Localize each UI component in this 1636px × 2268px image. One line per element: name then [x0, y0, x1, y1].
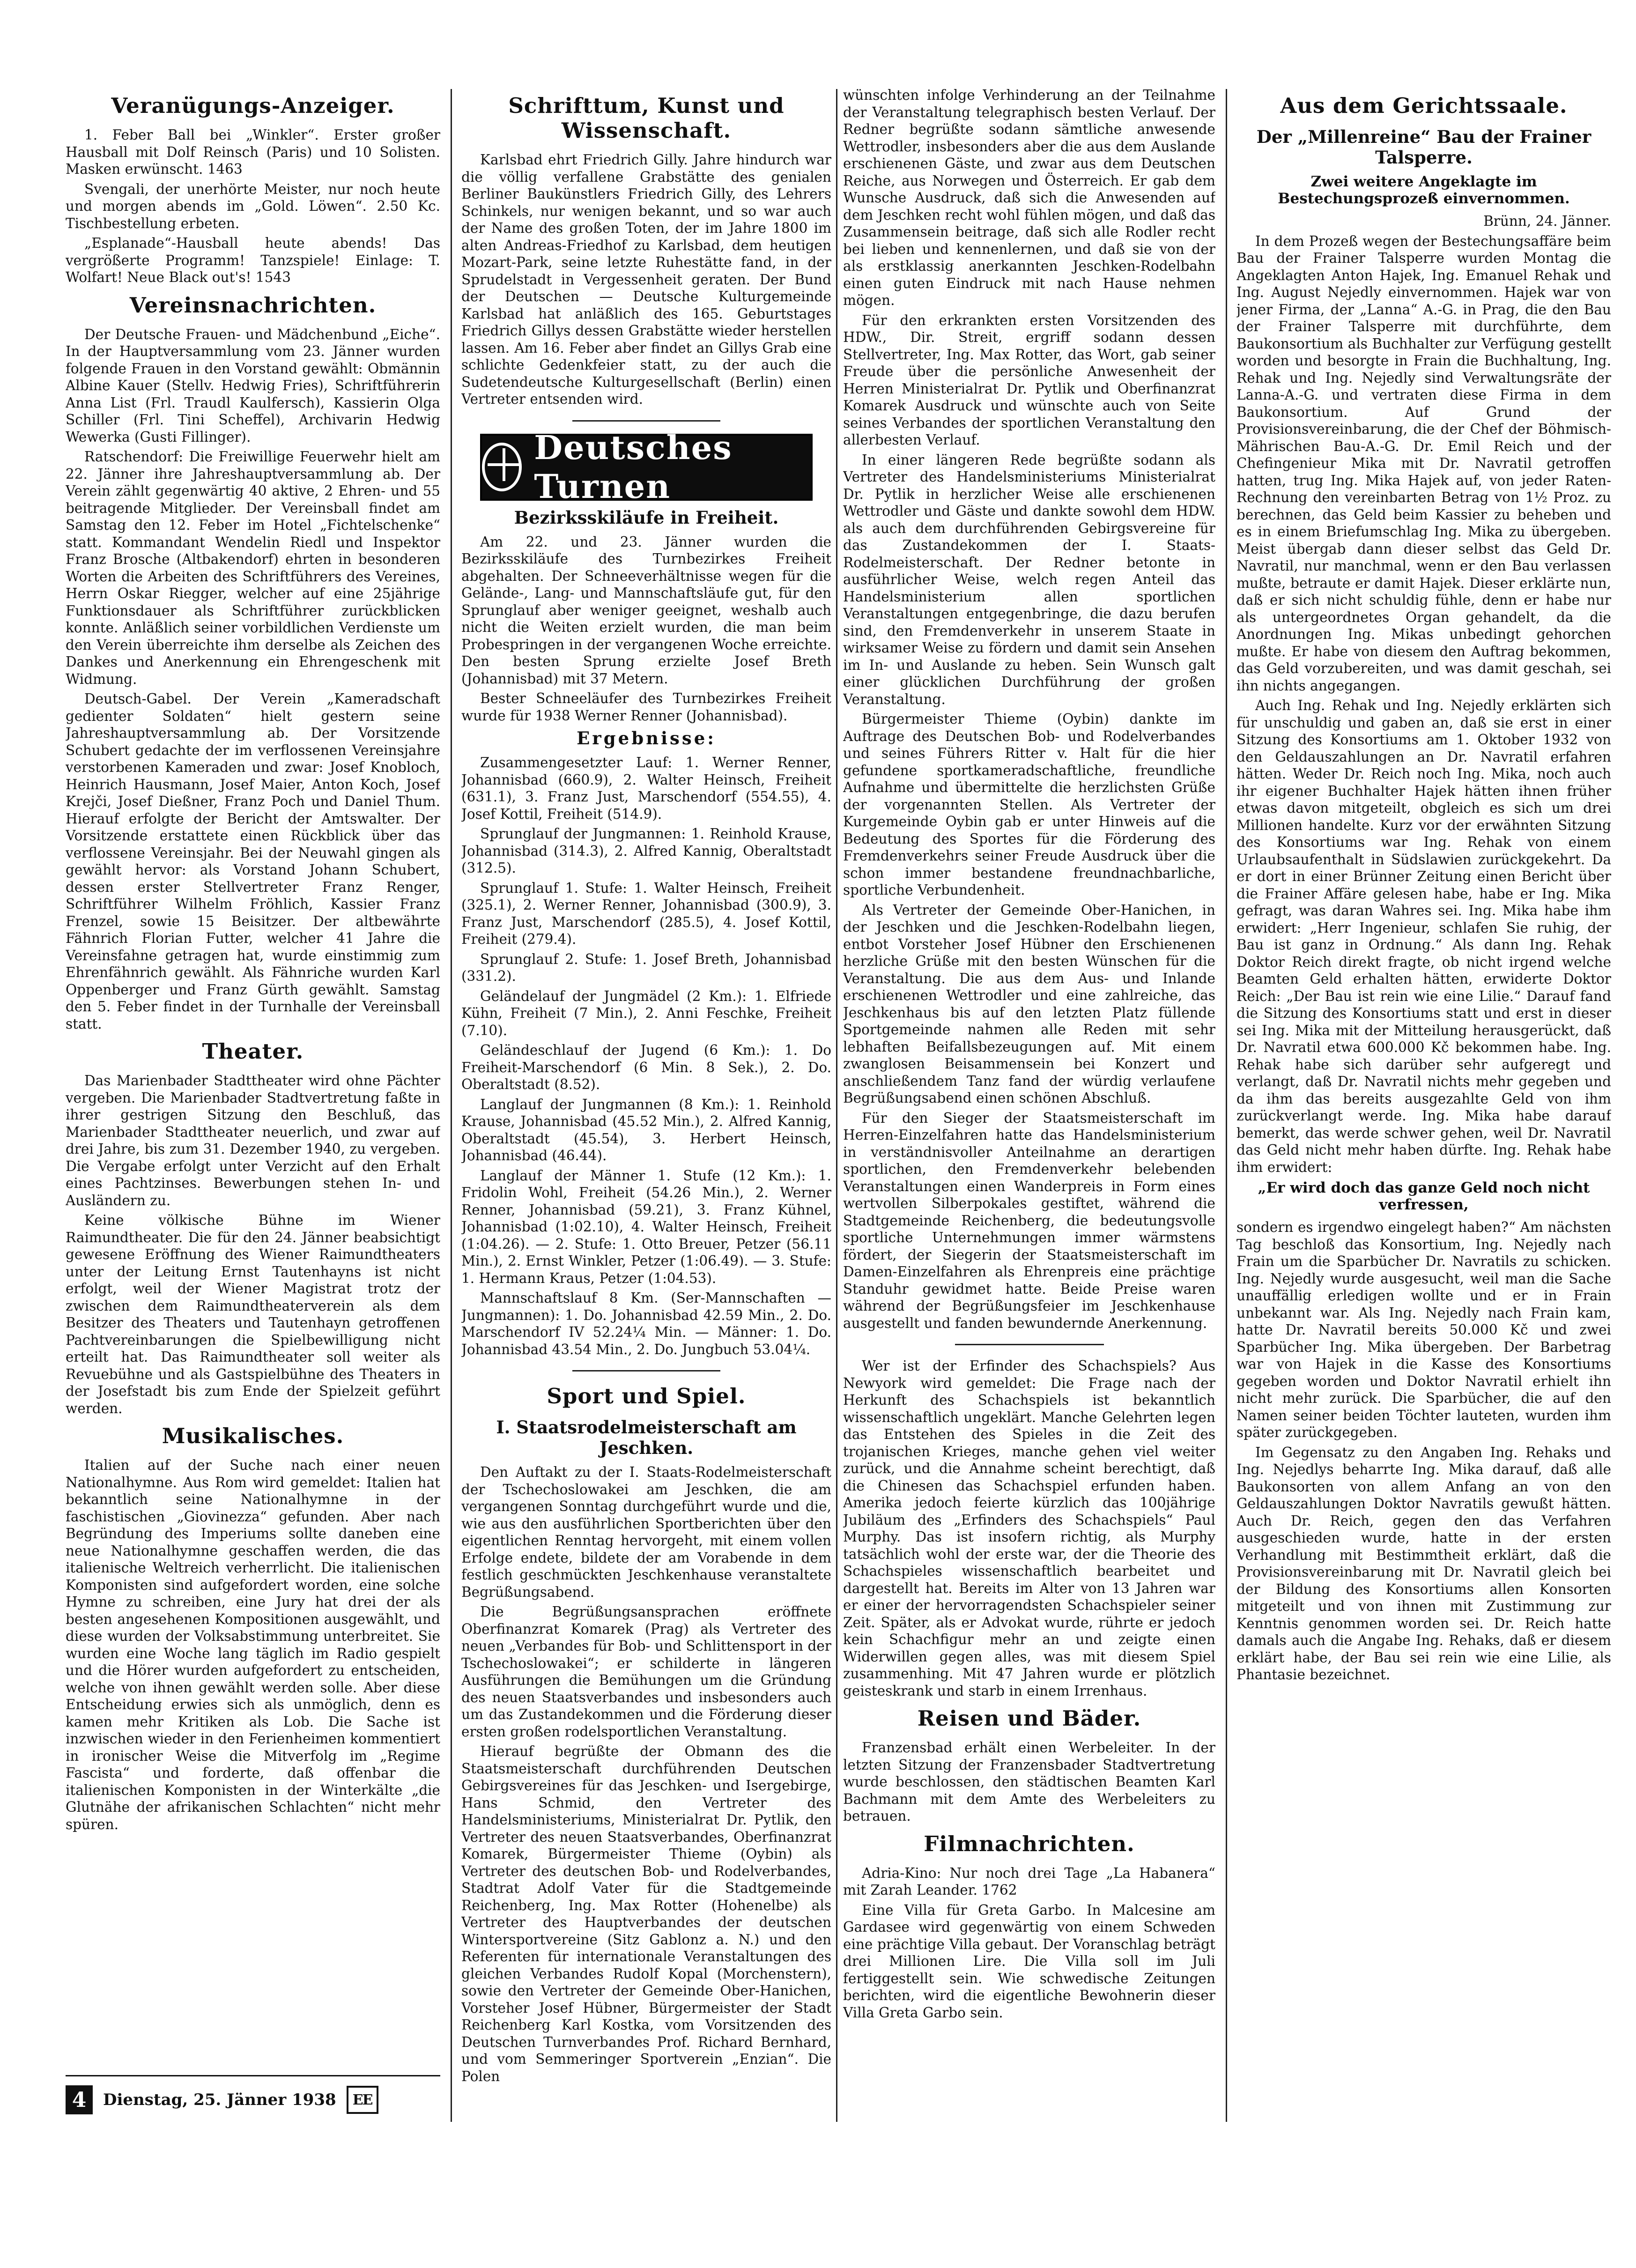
section-heading: Veranügungs-Anzeiger.: [111, 93, 395, 118]
section-heading: Vereinsnachrichten.: [129, 292, 377, 318]
column-rule: [836, 89, 837, 2122]
article-paragraph: Svengali, der unerhörte Meister, nur noch heute und morgen abends im „Gold. Löwen“. 2.50 Kc. Tischbestellung erbeten.: [66, 181, 440, 231]
divider: [572, 1370, 720, 1371]
column-rule: [1226, 89, 1227, 2122]
section-heading: Schrifttum, Kunst und Wissenschaft.: [508, 93, 785, 143]
article-subheadline: Zwei weitere Angeklagte im Bestechungsprozeß einvernommen.: [1278, 173, 1570, 207]
article-paragraph: sondern es irgendwo eingelegt haben?“ Am nächsten Tag beschloß das Konsortium, Ing. Nejedly nach Frain um die Sparbücher Dr. Navratils zu schicken. Ing. Nejedly wurde ausgesucht, weil man die Sache unauffällig erledigen wollte und er in Frain unbekannt war. Als Ing. Nejedly nach Frain kam, hatte Dr. Navratil bereits 50.000 Kč und zwei Sparbücher Ing. Mika übergeben. Der Barbetrag war von Hajek in die Kasse des Konsortiums gegeben worden und Doktor Navratil erhielt ihn nicht mehr zurück. Die Sparbücher, die auf den Namen seiner beiden Töchter lauteten, wurden ihm später zurückgegeben.: [1236, 1219, 1611, 1440]
article-paragraph: „Esplanade“-Hausball heute abends! Das vergrößerte Programm! Tanzspiele! Einlage: T. Wolfart! Neue Black out's! 1543: [66, 235, 440, 285]
subheading: Ergebnisse:: [577, 728, 716, 749]
article-paragraph: In einer längeren Rede begrüßte sodann als Vertreter des Handelsministeriums Ministerialrat Dr. Pytlik in herzlicher Weise alle erschienenen Wettrodler und Gäste und dankte sowohl dem HDW. als auch dem durchführenden Gebirgsvereine für das Zustandekommen der I. Staats-Rodelmeisterschaft. Der Redner betonte in ausführlicher Weise, welch regen Anteil das Handelsministerium allen sportlichen Veranstaltungen entgegenbringe, die dazu berufen sind, den Fremdenverkehr in unserem Staate in wirksamer Weise zu fördern und damit sein Ansehen im In- und Auslande zu heben. Sein Wunsch galt einer glücklichen Durchführung der großen Veranstaltung.: [843, 452, 1215, 707]
result-paragraph: Geländeschlauf der Jugend (6 Km.): 1. Do Freiheit-Marschendorf (6 Min. 8 Sek.), 2. Do. Oberaltstadt (8.52).: [461, 1042, 831, 1092]
result-paragraph: Langlauf der Männer 1. Stufe (12 Km.): 1. Fridolin Wohl, Freiheit (54.26 Min.), 2. Werner Renner, Johannisbad (59.21), 3. Franz Kühnel, Johannisbad (1:02.10), 4. Walter Heinsch, Freiheit (1:04.26). — 2. Stufe: 1. Otto Breuer, Petzer (56.11 Min.), 2. Ernst Winkler, Petzer (1:06.49). — 3. Stufe: 1. Hermann Kraus, Petzer (1:04.53).: [461, 1167, 831, 1286]
result-paragraph: Sprunglauf 2. Stufe: 1. Josef Breth, Johannisbad (331.2).: [461, 951, 831, 984]
column-2: [461, 87, 831, 2143]
article-paragraph: Für den erkrankten ersten Vorsitzenden des HDW., Dir. Streit, ergriff sodann dessen Stellvertreter, Ing. Max Rotter, das Wort, gab seiner Freude über die persönliche Anwesenheit der Herren Ministerialrat Dr. Pytlik und Oberfinanzrat Komarek Ausdruck und wünschte auch von Seite seines Verbandes der sportlichen Veranstaltung den allerbesten Verlauf.: [843, 312, 1215, 448]
footer-rule: [66, 2075, 440, 2076]
banner-title: Deutsches Turnen: [534, 428, 733, 506]
article-paragraph: 1. Feber Ball bei „Winkler“. Erster großer Hausball mit Dolf Reinsch (Paris) und 10 Solisten. Masken erwünscht. 1463: [66, 127, 440, 177]
article-paragraph: Franzensbad erhält einen Werbeleiter. In der letzten Sitzung der Franzensbader Stadtvertretung wurde beschlossen, den städtischen Beamten Karl Bachmann mit dem Amte des Werbeleiters zu betrauen.: [843, 1740, 1215, 1824]
subheading: Bezirksskiläufe in Freiheit.: [514, 507, 779, 528]
article-paragraph: Eine Villa für Greta Garbo. In Malcesine am Gardasee wird gegenwärtig von einem Schweden eine prächtige Villa gebaut. Der Voranschlag beträgt drei Millionen Lire. Die Villa soll im Juli fertiggestellt sein. Wie schwedische Zeitungen berichten, wird die eigentliche Bewohnerin dieser Villa Greta Garbo sein.: [843, 1902, 1215, 2021]
article-paragraph: Den Auftakt zu der I. Staats-Rodelmeisterschaft der Tschechoslowakei am Jeschken, die am vergangenen Sonntag durchgeführt wurde und die, wie aus den ausführlichen Sportberichten über den eigentlichen Renntag hervorgeht, mit einem vollen Erfolge endete, bildete der am Vorabende in dem festlich geschmückten Jeschkenhause veranstaltete Begrüßungsabend.: [461, 1464, 831, 1600]
issue-date: Dienstag, 25. Jänner 1938: [103, 2090, 336, 2109]
column-1: [66, 87, 440, 2143]
section-heading: Theater.: [202, 1039, 304, 1064]
article-paragraph: Hierauf begrüßte der Obmann des die Staatsmeisterschaft durchführenden Deutschen Gebirgsvereines für das Jeschken- und Isergebirge, Hans Schmid, den Vertreter des Handelsministeriums, Ministerialrat Dr. Pytlik, den Vertreter des neuen Staatsverbandes, Oberfinanzrat Komarek, Bürgermeister Thieme (Oybin) als Vertreter des deutschen Bob- und Rodelverbandes, Stadtrat Adolf Vater für die Stadtgemeinde Reichenberg, Ing. Max Rotter (Hohenelbe) als Vertreter des Hauptverbandes der deutschen Wintersportvereine (Sitz Gablonz a. N.) und den Referenten für internationale Veranstaltungen des gleichen Verbandes Rudolf Kopal (Morchenstern), sowie den Vertreter der Gemeinde Ober-Hanichen, Vorsteher Josef Hübner, Bürgermeister der Stadt Reichenberg Karl Kostka, vom Vorsitzenden des Deutschen Turnverbandes Prof. Richard Bernhard, und vom Semmeringer Sportverein „Enzian“. Die Polen: [461, 1743, 831, 2084]
article-paragraph: In dem Prozeß wegen der Bestechungsaffäre beim Bau der Frainer Talsperre wurden Montag die Angeklagten Anton Hajek, Ing. Emanuel Rehak und Ing. August Nejedly einvernommen. Hajek war von jener Firma, der „Lanna“ A.-G. in Prag, die den Bau der Frainer Talsperre mit durchführte, dem Baukonsortium als Buchhalter zur Verfügung gestellt worden und besorgte in Frain die Buchhaltung, Ing. Rehak und Ing. Nejedly sind Verwaltungsräte der Lanna-A.-G. und vertraten diese Firma in dem Baukonsortium. Auf Grund der Provisionsvereinbarung, die der Chef der Böhmisch-Mährischen Bau-A.-G. Dr. Emil Reich und der Chefingenieur Mika mit Dr. Navratil getroffen hatten, trug Ing. Mika Hajek auf, von jeder Raten-Rechnung den vereinbarten Betrag von 1½ Proz. zu berechnen, das Geld beim Kassier zu beheben und es in einem Briefumschlag Ing. Mika zu übergeben. Meist übergab dann dieser selbst das Geld Dr. Navratil, nur manchmal, wenn er den Bau verlassen mußte, betraute er damit Hajek. Dieser erklärte nun, daß er sich nicht schuldig fühle, denn er habe nur als untergeordnetes Organ gehandelt, da die Anordnungen Ing. Mikas unbedingt gehorchen mußte. Er habe von diesem den Auftrag bekommen, das Geld vorzubereiten, und was damit geschah, sei ihn nichts angegangen.: [1236, 233, 1611, 694]
article-paragraph: Italien auf der Suche nach einer neuen Nationalhymne. Aus Rom wird gemeldet: Italien hat bekanntlich seine Nationalhymne in der faschistischen „Giovinezza“ gefunden. Aber nach Begründung des Imperiums sollte daneben eine neue Nationalhymne geschaffen werden, die das italienische Weltreich verherrlicht. Die italienischen Komponisten sind aufgefordert worden, eine solche Hymne zu schreiben, eine Jury hat drei der als besten angesehenen Kompositionen ausgewählt, und diese wurden der Volksabstimmung unterbreitet. Sie wurden eine Woche lang täglich im Radio gespielt und die Hörer wurden aufgefordert zu entscheiden, welche von ihnen gewählt werden solle. Aber diese Entscheidung erwies sich als unmöglich, denn es kamen mehr Kritiken als Lob. Die Sache ist inzwischen wieder in den Ferienheimen kommentiert in ironischer Weise die Mitverfolg im „Regime Fascista“ und forderte, daß offenbar die italienischen Komponisten in der Winterkälte „die Glutnähe der afrikanischen Schlachten“ nicht mehr spüren.: [66, 1457, 440, 1832]
divider: [955, 1344, 1104, 1345]
article-paragraph: Das Marienbader Stadttheater wird ohne Pächter vergeben. Die Marienbader Stadtvertretung faßte in ihrer gestrigen Sitzung den Beschluß, das Marienbader Stadttheater neuerlich, und zwar auf drei Jahre, bis zum 31. Dezember 1940, zu vergeben. Die Vergabe erfolgt unter Verzicht auf den Erhalt eines Pachtzinses. Bewerbungen stehen In- und Ausländern zu.: [66, 1073, 440, 1208]
section-heading: Filmnachrichten.: [924, 1831, 1135, 1856]
turner-cross-icon: [482, 443, 522, 491]
article-paragraph: Als Vertreter der Gemeinde Ober-Hanichen, in der Jeschken und die Jeschken-Rodelbahn liegen, entbot Vorsteher Josef Hübner den Erschienenen herzliche Grüße mit den besten Wünschen für die Veranstaltung. Die aus dem Aus- und Inlande erschienenen Wettrodler und eine zahlreiche, das Jeschkenhaus bis auf den letzten Platz füllende Sportgemeinde nahmen alle Reden mit sehr lebhaften Beifallsbezeugungen auf. Mit einem zwanglosen Beisammensein bei Konzert und anschließendem Tanz fand der würdig verlaufene Begrüßungsabend einen schönen Abschluß.: [843, 902, 1215, 1106]
result-paragraph: Zusammengesetzter Lauf: 1. Werner Renner, Johannisbad (660.9), 2. Walter Heinsch, Freiheit (631.1), 3. Franz Just, Marschendorf (554.55), 4. Josef Kottil, Freiheit (514.9).: [461, 755, 831, 822]
column-4: [1236, 87, 1611, 2143]
article-paragraph: Auch Ing. Rehak und Ing. Nejedly erklärten sich für unschuldig und gaben an, daß sie erst in einer Sitzung des Konsortiums am 1. Oktober 1932 von den Geldauszahlungen an Dr. Navratil erfahren hätten. Weder Dr. Reich noch Ing. Mika, noch auch ihr eigener Buchhalter Hajek hätten ihnen früher etwas davon mitgeteilt, obgleich es sich um drei Millionen handelte. Kurz vor der erwähnten Sitzung des Konsortiums war Ing. Rehak von einem Urlaubsaufenthalt in Südslawien zurückgekehrt. Da er dort in einer Brünner Zeitung einen Bericht über die Frainer Affäre gelesen habe, habe er Ing. Mika gefragt, was daran Wahres sei. Ing. Mika habe ihm erwidert: „Herr Ingenieur, schlafen Sie ruhig, der Bau ist ganz in Ordnung.“ Als dann Ing. Rehak Doktor Reich direkt fragte, ob nicht irgend welche Beamten Geld erhalten hätten, erwiderte Doktor Reich: „Der Bau ist rein wie eine Lilie.“ Darauf fand die Sitzung des Konsortiums statt und erst in dieser sei Ing. Mika mit der Mitteilung herausgerückt, daß Dr. Navratil etwa 600.000 Kč bekommen habe. Ing. Rehak habe sich darüber sehr aufgeregt und verlangt, daß Dr. Navratil nichts mehr gegeben und da ihm das bereits ausgezahlte Geld von ihm zurückverlangt werde. Ing. Mika habe darauf bemerkt, das werde schwer gehen, weil Dr. Navratil das Geld nicht mehr haben dürfte. Ing. Rehak habe ihm erwidert:: [1236, 697, 1611, 1175]
page-footer: [66, 2083, 440, 2116]
article-paragraph: Karlsbad ehrt Friedrich Gilly. Jahre hindurch war die völlig verfallene Grabstätte des genialen Berliner Baukünstlers Friedrich Gilly, des Lehrers Schinkels, nur wenigen bekannt, und so war auch der Name des großen Toten, der im Jahre 1800 im alten Andreas-Friedhof zu Karlsbad, dem heutigen Mozart-Park, seine letzte Ruhestätte fand, in der Sprudelstadt in Vergessenheit geraten. Der Bund der Deutschen — Deutsche Kulturgemeinde Karlsbad hat anläßlich des 165. Geburtstages Friedrich Gillys dessen Grabstätte wieder herstellen lassen. Am 16. Feber aber findet an Gillys Grab eine schlichte Gedenkfeier statt, zu der auch die Sudetendeutsche Kulturgesellschaft (Berlin) einen Vertreter entsenden wird.: [461, 152, 831, 407]
dateline: Brünn, 24. Jänner.: [1483, 213, 1611, 229]
divider: [572, 420, 720, 422]
result-paragraph: Sprunglauf 1. Stufe: 1. Walter Heinsch, Freiheit (325.1), 2. Werner Renner, Johannisbad (300.9), 3. Franz Just, Marschendorf (285.5), 4. Josef Kottil, Freiheit (279.4).: [461, 880, 831, 947]
article-paragraph: Wer ist der Erfinder des Schachspiels? Aus Newyork wird gemeldet: Die Frage nach der Herkunft des Schachspiels ist bekanntlich wissenschaftlich ungeklärt. Manche Gelehrten legen das Entstehen des Spieles in die Zeit des trojanischen Krieges, manche gehen viel weiter zurück, und die Annahme scheint berechtigt, daß die Chinesen das Schachspiel erfunden haben. Amerika jedoch feierte kürzlich das 100jährige Jubiläum des „Erfinders des Schachspiels“ Paul Murphy. Das ist insofern richtig, als Murphy tatsächlich wohl der erste war, der die Theorie des Schachspieles wissenschaftlich bearbeitet und dargestellt hat. Bereits im Alter von 13 Jahren war er einer der hervorragendsten Schachspieler seiner Zeit. Später, als er Advokat wurde, rührte er jedoch kein Schachfigur mehr an und zeigte einen Widerwillen gegen alles, was mit diesem Spiel zusammenhing. Mit 47 Jahren wurde er plötzlich geisteskrank und starb in einem Irrenhaus.: [843, 1358, 1215, 1699]
section-heading: Reisen und Bäder.: [917, 1706, 1141, 1731]
page-number: 4: [66, 2085, 93, 2114]
article-paragraph: Am 22. und 23. Jänner wurden die Bezirksskiläufe des Turnbezirkes Freiheit abgehalten. Der Schneeverhältnisse wegen für die Gelände-, Lang- und Mannschaftsläufe gut, für den Sprunglauf aber weniger geeignet, weshalb auch nicht die Weiten erzielt wurden, die man beim Probespringen in der vergangenen Woche erreichte. Den besten Sprung erzielte Josef Breth (Johannisbad) mit 37 Metern.: [461, 534, 831, 687]
article-paragraph: Der Deutsche Frauen- und Mädchenbund „Eiche“. In der Hauptversammlung vom 23. Jänner wurden folgende Frauen in den Vorstand gewählt: Obmännin Albine Kauer (Stellv. Hedwig Fries), Schriftführerin Anna List (Frl. Traudl Kaulfersch), Kassierin Olga Schiller (Frl. Tini Scheffel), Archivarin Hedwig Wewerka (Gusti Fillinger).: [66, 326, 440, 445]
article-paragraph: wünschten infolge Verhinderung an der Teilnahme der Veranstaltung telegraphisch besten Verlauf. Der Redner begrüßte sodann sämtliche anwesende Wettrodler, insbesonders aber die aus dem Auslande erschienenen Gäste, und zwar aus dem Deutschen Reiche, aus Norwegen und Österreich. Er gab dem Wunsche Ausdruck, daß sich die Anwesenden auf dem Jeschken recht wohl fühlen mögen, und daß das Zusammensein beitrage, daß sich alle Rodler recht bei lieben und kennenlernen, und daß sie von der als erstklassig anerkannten Jeschken-Rodelbahn einen guten Eindruck mit nach Hause nehmen mögen.: [843, 87, 1215, 308]
column-3: [843, 87, 1215, 2143]
result-paragraph: Geländelauf der Jungmädel (2 Km.): 1. Elfriede Kühn, Freiheit (7 Min.), 2. Anni Feschke, Freiheit (7.10).: [461, 988, 831, 1038]
article-paragraph: Deutsch-Gabel. Der Verein „Kameradschaft gedienter Soldaten“ hielt gestern seine Jahreshauptversammlung ab. Der Vorsitzende Schubert gedachte der im verflossenen Vereinsjahre verstorbenen Kameraden und zwar: Josef Knobloch, Heinrich Hausmann, Josef Maier, Anton Koch, Josef Krejči, Josef Dießner, Franz Poch und Daniel Thum. Hierauf erfolgte der Bericht der Amtswalter. Der Vorsitzende erstattete einen Rückblick über das verflossene Vereinsjahr. Bei der Neuwahl gingen als gewählt hervor: als Vorstand Johann Schubert, dessen erster Stellvertreter Franz Renger, Schriftführer Wilhelm Fröhlich, Kassier Franz Frenzel, sowie 15 Beisitzer. Der altbewährte Fähnrich Florian Futter, welcher 41 Jahre die Vereinsfahne getragen hat, wurde einstimmig zum Ehrenfähnrich gewählt. Als Fähnriche wurden Karl Oppenberger und Franz Gürth gewählt. Samstag den 5. Feber findet in der Turnhalle der Vereinsball statt.: [66, 691, 440, 1032]
section-heading: Aus dem Gerichtssaale.: [1280, 93, 1568, 118]
article-paragraph: Die Begrüßungsansprachen eröffnete Oberfinanzrat Komarek (Prag) als Vertreter des neuen „Verbandes für Bob- und Schlittensport in der Tschechoslowakei“; er schilderte in längeren Ausführungen die Bemühungen um die Gründung des neuen Staatsverbandes und insbesonders auch um das Zustandekommen und die Förderung dieser ersten großen rodelsportlichen Veranstaltung.: [461, 1604, 831, 1740]
column-rule: [451, 89, 452, 2122]
article-headline: Der „Millenreine“ Bau der Frainer Talsperre.: [1256, 126, 1592, 168]
result-paragraph: Sprunglauf der Jungmannen: 1. Reinhold Krause, Johannisbad (314.3), 2. Alfred Kannig, Oberaltstadt (312.5).: [461, 826, 831, 876]
article-paragraph: Adria-Kino: Nur noch drei Tage „La Habanera“ mit Zarah Leander. 1762: [843, 1865, 1215, 1898]
section-heading: Musikalisches.: [162, 1423, 344, 1448]
article-paragraph: Bester Schneeläufer des Turnbezirkes Freiheit wurde für 1938 Werner Renner (Johannisbad).: [461, 690, 831, 724]
article-paragraph: Im Gegensatz zu den Angaben Ing. Rehaks und Ing. Nejedlys beharrte Ing. Mika darauf, daß alle Baukonsorten von allem Anfang an von den Geldauszahlungen Doktor Navratils gewußt hätten. Auch Dr. Reich, gegen den das Verfahren ausgeschieden wurde, hatte in der ersten Verhandlung mit Bestimmtheit erklärt, daß die Provisionsvereinbarung mit Dr. Navratil gleich bei der Bildung des Konsortiums allen Konsorten mitgeteilt und von ihnen mit Zustimmung zur Kenntnis genommen worden sei. Dr. Reich hatte damals auch die Angabe Ing. Rehaks, daß er diesem erklärt habe, der Bau sei rein wie eine Lilie, als Phantasie bezeichnet.: [1236, 1444, 1611, 1682]
article-paragraph: Keine völkische Bühne im Wiener Raimundtheater. Die für den 24. Jänner beabsichtigt gewesene Eröffnung des Wiener Raimundtheaters unter der Leitung Ernst Tautenhayns ist nicht erfolgt, weil der Wiener Magistrat trotz der zwischen dem Raimundtheaterverein als dem Besitzer des Theaters und Tautenhayn getroffenen Pachtvereinbarungen die Spielbewilligung nicht erteilt hat. Das Raimundtheater soll weiter als Revuebühne und als Gastspielbühne des Theaters in der Josefstadt bis zum Ende der Spielzeit geführt werden.: [66, 1212, 440, 1416]
section-heading: Sport und Spiel.: [547, 1384, 746, 1408]
result-paragraph: Mannschaftslauf 8 Km. (Ser-Mannschaften — Jungmannen): 1. Do. Johannisbad 42.59 Min., 2. Do. Marschendorf IV 52.24¼ Min. — Männer: 1. Do. Johannisbad 43.54 Min., 2. Do. Jungbuch 53.04¼.: [461, 1290, 831, 1357]
turnen-banner: [480, 428, 813, 506]
article-paragraph: Für den Sieger der Staatsmeisterschaft im Herren-Einzelfahren hatte das Handelsministerium in verständnisvoller Anteilnahme an derartigen sportlichen, den Fremdenverkehr belebenden Veranstaltungen einen Wanderpreis in Form eines wertvollen Silberpokales gestiftet, während die Stadtgemeinde Reichenberg, die bedeutungsvolle sportliche Unternehmungen immer wärmstens fördert, der Siegerin der Staatsmeisterschaft im Damen-Einzelfahren als Ehrenpreis eine prächtige Standuhr gewidmet hatte. Beide Preise waren während der Begrüßungsfeier im Jeschkenhause ausgestellt und fanden bewundernde Anerkennung.: [843, 1110, 1215, 1331]
subheading: „Er wird doch das ganze Geld noch nicht verfressen,: [1258, 1179, 1590, 1213]
subheading: I. Staatsrodelmeisterschaft am Jeschken.: [496, 1417, 797, 1458]
result-paragraph: Langlauf der Jungmannen (8 Km.): 1. Reinhold Krause, Johannisbad (45.52 Min.), 2. Alfred Kannig, Oberaltstadt (45.54), 3. Herbert Heinsch, Johannisbad (46.44).: [461, 1096, 831, 1164]
article-paragraph: Bürgermeister Thieme (Oybin) dankte im Auftrage des Deutschen Bob- und Rodelverbandes und seines Führers Ritter v. Halt für die hier gefundene sportkameradschaftliche, freundliche Aufnahme und übermittelte die herzlichsten Grüße der vorgenannten Stellen. Als Vertreter der Kurgemeinde Oybin gab er unter Hinweis auf die Bedeutung des Sportes für die Förderung des Fremdenverkehrs seiner Freude Ausdruck über die schon immer bestandene freundnachbarliche, sportliche Verbundenheit.: [843, 711, 1215, 898]
article-paragraph: Ratschendorf: Die Freiwillige Feuerwehr hielt am 22. Jänner ihre Jahreshauptversammlung ab. Der Verein zählt gegenwärtig 40 aktive, 2 Ehren- und 55 beitragende Mitglieder. Der Vereinsball findet am Samstag den 12. Feber im Hotel „Fichtelschenke“ statt. Kommandant Wendelin Riedl und Inspektor Franz Brosche (Altbakendorf) ehrten in besonderen Worten die Arbeiten des Schriftführers des Vereines, Herrn Oskar Riegger, welcher auf eine 25jährige Funktionsdauer als Schriftführer zurückblicken konnte. Anläßlich seiner vorbildlichen Verdienste um den Verein überreichte ihm derselbe als Zeichen des Dankes und Anerkennung ein Ehrengeschenk mit Widmung.: [66, 449, 440, 687]
newspaper-logo: EE: [347, 2086, 378, 2114]
